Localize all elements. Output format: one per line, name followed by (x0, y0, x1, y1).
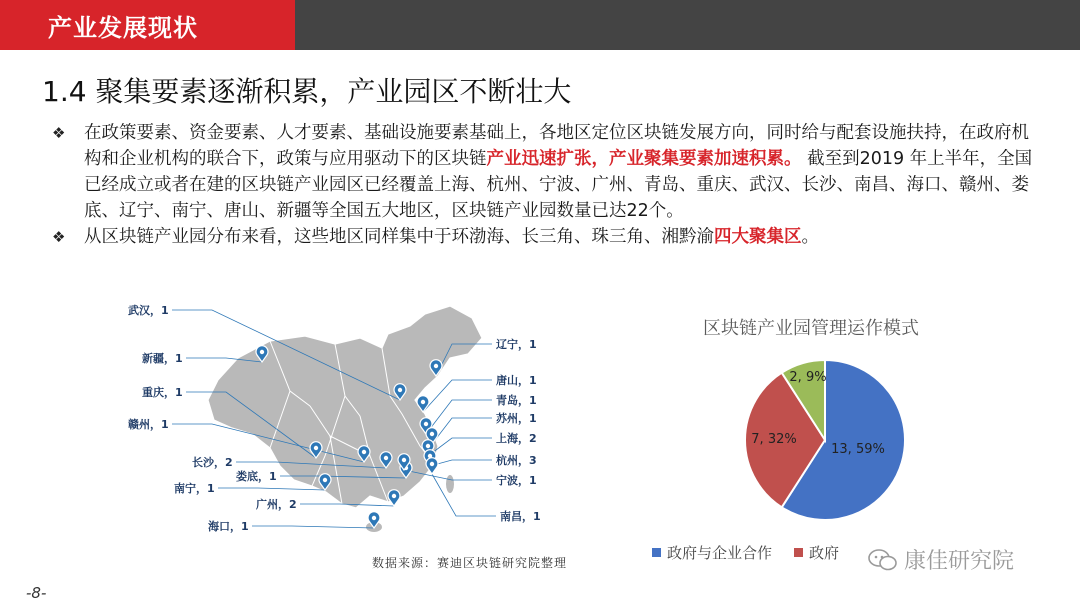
header-bar (0, 0, 1080, 50)
map-city-label: 海口，1 (208, 520, 249, 533)
legend-label: 政府与企业合作 (667, 544, 773, 562)
map-city-label: 武汉，1 (128, 304, 169, 317)
map-city-label: 辽宁，1 (496, 338, 537, 351)
pie-chart (740, 355, 910, 525)
bullet-highlight: 产业迅速扩张，产业聚集要素加速积累。 (486, 149, 802, 169)
map-city-label: 杭州，3 (496, 454, 537, 467)
leader-line (218, 488, 325, 490)
chart-title: 区块链产业园管理运作模式 (703, 318, 919, 339)
legend-item (794, 542, 839, 563)
map-city-label: 唐山，1 (496, 374, 537, 387)
leader-line (423, 380, 492, 412)
china-map (120, 296, 560, 546)
map-city-label: 上海，2 (496, 432, 537, 445)
china-map-figure (120, 296, 560, 546)
map-city-label: 青岛，1 (496, 394, 537, 407)
page-number: -8- (26, 584, 47, 602)
leader-line (432, 418, 492, 444)
bullet-highlight: 四大聚集区 (714, 227, 802, 247)
leader-line (252, 526, 374, 528)
map-city-label: 广州，2 (256, 498, 297, 511)
pie-data-label: 7, 32% (751, 432, 797, 447)
section-title: 1.4 聚集要素逐渐积累，产业园区不断壮大 (42, 75, 572, 108)
bullet-text: 从区块链产业园分布来看，这些地区同样集中于环渤海、长三角、珠三角、湘黔渝 (84, 227, 714, 247)
bullet-item (50, 120, 1040, 224)
pie-data-label: 2, 9% (789, 370, 827, 385)
legend-label: 政府 (809, 544, 840, 562)
legend-swatch-blue (652, 548, 661, 557)
diamond-bullet-icon: ❖ (52, 228, 66, 246)
map-city-label: 苏州，1 (496, 412, 537, 425)
map-city-label: 南宁，1 (174, 482, 215, 495)
legend-swatch-red (794, 548, 803, 557)
bullet-text: 。 (801, 227, 819, 247)
bullet-item (50, 224, 1040, 250)
map-city-label: 宁波，1 (496, 474, 537, 487)
legend-item (652, 542, 772, 563)
data-source-note: 数据来源：赛迪区块链研究院整理 (372, 556, 568, 570)
diamond-bullet-icon: ❖ (52, 124, 66, 142)
wechat-icon (868, 548, 898, 572)
header-title: 产业发展现状 (48, 14, 198, 42)
bullet-text: 截至到2019 年上半年，全国已经成立或者在建的区块链产业园区已经覆盖上海、杭州、宁波、广州、青岛、重庆、武汉、长沙、南昌、海口、赣州、娄底、辽宁、南宁、唐山、新疆等全国五大地区，区块链产业园数量已达22个。 (84, 149, 1033, 221)
bullet-list (50, 120, 1040, 250)
map-city-label: 长沙，2 (192, 456, 233, 469)
map-city-label: 娄底，1 (236, 470, 277, 483)
map-city-label: 重庆，1 (142, 386, 183, 399)
map-city-label: 南昌，1 (500, 510, 541, 523)
map-city-label: 赣州，1 (128, 418, 169, 431)
taiwan-island (446, 475, 454, 493)
location-pin-icon (388, 490, 400, 506)
watermark-text: 康佳研究院 (904, 549, 1015, 574)
pie-data-label: 13, 59% (831, 442, 885, 457)
watermark (868, 544, 1014, 575)
bullet-text: 在政策要素、资金要素、人才要素、基础设施要素基础上，各地区定位区块链发展方向，同时给与配套设施扶持，在政府机构和企业机构的联合下，政策与应用驱动下的区块链 (84, 123, 1029, 169)
map-city-label: 新疆，1 (142, 352, 183, 365)
leader-line (430, 460, 492, 466)
